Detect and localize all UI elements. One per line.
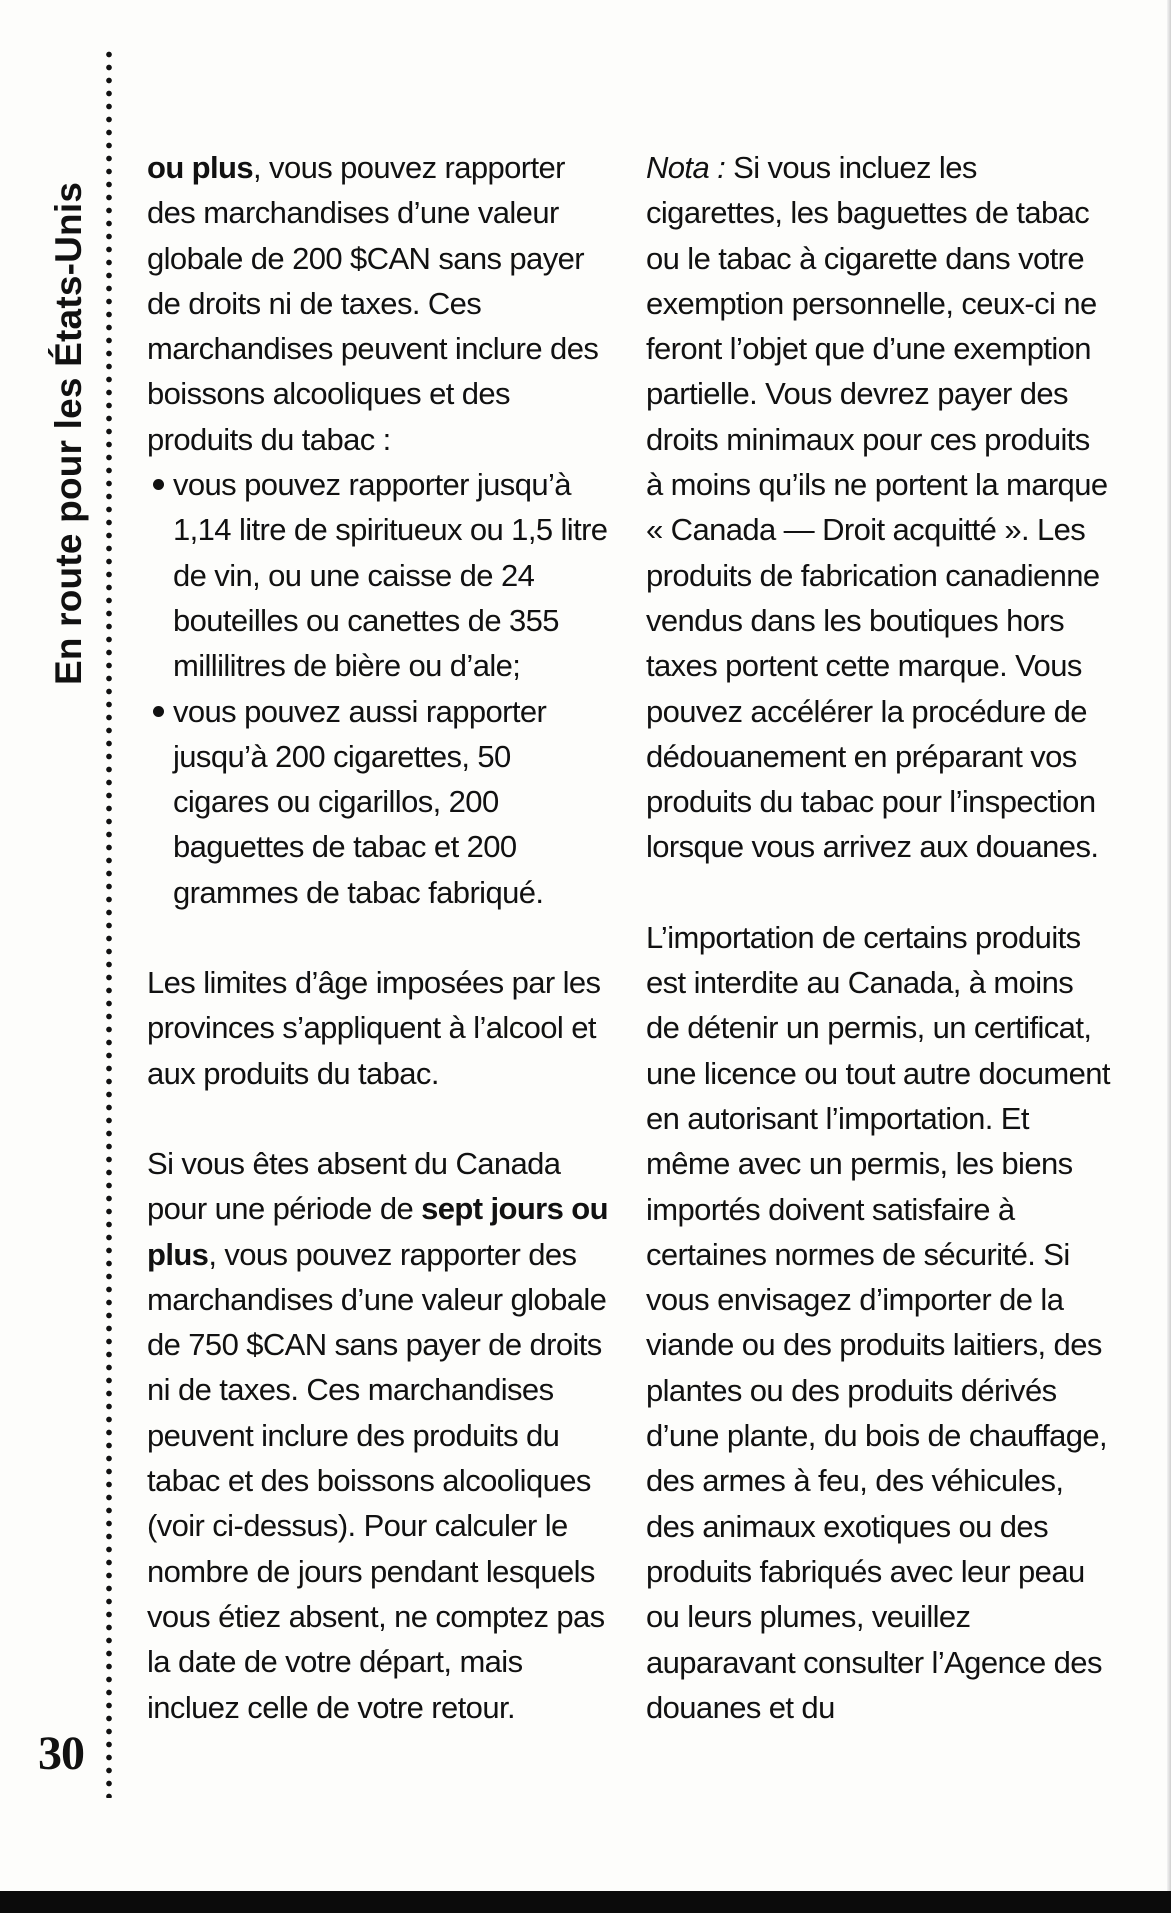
paragraph-text: Si vous êtes absent du Canada pour une période de <box>147 1145 561 1227</box>
paragraph-import-restrictions: L’importation de certains produits est interdite au Canada, à moins de détenir un permis, un certificat, une licence ou tout autre document en autorisant l’importation. Et même avec un permis, les biens importés doivent satisfaire à certaines normes de sécurité. Si vous envisagez d’importer de la viande ou des produits laitiers, des plantes ou des produits dérivés d’une plante, du bois de chauffage, des armes à feu, des véhicules, des animaux exotiques ou des produits fabriqués avec leur peau ou leurs plumes, veuillez auparavant consulter l’Agence des douanes et du <box>646 919 1110 1725</box>
page-number: 30 <box>38 1727 84 1780</box>
bottom-scan-bar <box>0 1891 1171 1913</box>
paragraph-text: , vous pouvez rapporter des marchandises d’une valeur globale de 200 $CAN sans payer de droits ni de taxes. Ces marchandises peuvent inclure des boissons alcooliques et des produits du tabac : <box>147 150 599 457</box>
paragraph-exemption-7days <box>147 1141 612 1730</box>
left-column <box>147 145 612 1730</box>
paragraph-nota <box>646 145 1111 870</box>
paragraph-exemption-48h <box>147 145 612 462</box>
running-head-text: En route pour les États-Unis <box>48 181 89 685</box>
paragraph-age-limits: Les limites d’âge imposées par les provinces s’appliquent à l’alcool et aux produits du tabac. <box>147 965 601 1091</box>
dotted-rule <box>105 48 113 1798</box>
list-item-alcohol: vous pouvez rapporter jusqu’à 1,14 litre de spiritueux ou 1,5 litre de vin, ou une caisse de 24 bouteilles ou canettes de 355 millilitres de bière ou d’ale; <box>147 462 612 688</box>
paragraph-text: Si vous incluez les cigarettes, les baguettes de tabac ou le tabac à cigarette dans votre exemption personnelle, ceux-ci ne feront l’objet que d’une exemption partielle. Vous devrez payer des droits minimaux pour ces produits à moins qu’ils ne portent la marque « Canada — Droit acquitté ». Les produits de fabrication canadienne vendus dans les boutiques hors taxes portent cette marque. Vous pouvez accélérer la procédure de dédouanement en préparant vos produits du tabac pour l’inspection lorsque vous arrivez aux douanes. <box>646 150 1108 865</box>
bold-text: ou plus <box>147 150 254 185</box>
nota-label: Nota : <box>646 150 726 185</box>
scan-edge <box>1167 0 1171 1913</box>
bold-text: sept jours ou plus <box>147 1191 608 1272</box>
running-head <box>48 85 108 685</box>
right-column <box>646 145 1111 1730</box>
paragraph-text: , vous pouvez rapporter des marchandises d’une valeur globale de 750 $CAN sans payer de droits ni de taxes. Ces marchandises peuvent inclure des produits du tabac et des boissons alcooliques (voir ci-dessus). Pour calculer le nombre de jours pendant lesquels vous étiez absent, ne comptez pas la date de votre départ, mais incluez celle de votre retour. <box>147 1236 607 1725</box>
bullet-list <box>147 462 612 915</box>
list-item-tobacco: vous pouvez aussi rapporter jusqu’à 200 cigarettes, 50 cigares ou cigarillos, 200 baguettes de tabac et 200 grammes de tabac fabriqué. <box>147 689 612 915</box>
